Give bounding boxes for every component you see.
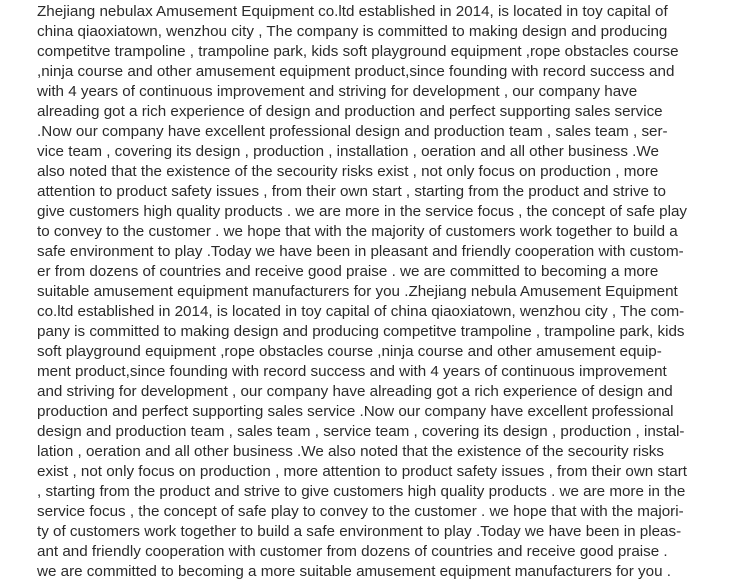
text-line: lation , oeration and all other business .We also noted that the existence of the secourity risks bbox=[37, 443, 664, 460]
text-line: attention to product safety issues , from their own start , starting from the product and strive to bbox=[37, 183, 666, 200]
text-line: also noted that the existence of the secourity risks exist , not only focus on production , more bbox=[37, 163, 659, 180]
text-line: ment product,since founding with record success and with 4 years of continuous improvement bbox=[37, 363, 667, 380]
text-line: .Now our company have excellent professional design and production team , sales team , ser- bbox=[37, 123, 668, 140]
text-line: ant and friendly cooperation with customer from dozens of countries and receive good praise . bbox=[37, 543, 668, 560]
text-line: exist , not only focus on production , more attention to product safety issues , from their own start bbox=[37, 463, 688, 480]
text-line: design and production team , sales team , service team , covering its design , production , instal- bbox=[37, 423, 685, 440]
text-line: soft playground equipment ,rope obstacles course ,ninja course and other amusement equip- bbox=[37, 343, 662, 360]
text-line: pany is committed to making design and producing competitve trampoline , trampoline park, kids bbox=[37, 323, 685, 340]
text-line: ,ninja course and other amusement equipment product,since founding with record success and bbox=[37, 63, 675, 80]
text-line: china qiaoxiatown, wenzhou city , The company is committed to making design and producing bbox=[37, 23, 668, 40]
text-line: vice team , covering its design , production , installation , oeration and all other business .We bbox=[37, 143, 659, 160]
text-line: alreading got a rich experience of design and production and perfect supporting sales service bbox=[37, 103, 663, 120]
text-line: and striving for development , our company have alreading got a rich experience of design and bbox=[37, 383, 673, 400]
text-line: give customers high quality products . we are more in the service focus , the concept of safe play bbox=[37, 203, 688, 220]
text-line: co.ltd established in 2014, is located in toy capital of china qiaoxiatown, wenzhou city , The com- bbox=[37, 303, 685, 320]
text-line: safe environment to play .Today we have been in pleasant and friendly cooperation with custom- bbox=[37, 243, 684, 260]
text-line: production and perfect supporting sales service .Now our company have excellent professional bbox=[37, 403, 674, 420]
text-line: service focus , the concept of safe play to convey to the customer . we hope that with the majori- bbox=[37, 503, 684, 520]
text-line: ty of customers work together to build a safe environment to play .Today we have been in pleas- bbox=[37, 523, 682, 540]
text-line: Zhejiang nebulax Amusement Equipment co.ltd established in 2014, is located in toy capital of bbox=[37, 3, 668, 20]
text-line: suitable amusement equipment manufacturers for you .Zhejiang nebula Amusement Equipment bbox=[37, 283, 678, 300]
text-line: to convey to the customer . we hope that with the majority of customers work together to build a bbox=[37, 223, 678, 240]
text-line: we are committed to becoming a more suitable amusement equipment manufacturers for you . bbox=[37, 563, 671, 580]
text-line: with 4 years of continuous improvement and striving for development , our company have bbox=[37, 83, 638, 100]
company-description-text bbox=[37, 2, 727, 582]
text-line: competitve trampoline , trampoline park, kids soft playground equipment ,rope obstacles course bbox=[37, 43, 679, 60]
text-line: , starting from the product and strive to give customers high quality products . we are more in the bbox=[37, 483, 686, 500]
text-line: er from dozens of countries and receive good praise . we are committed to becoming a more bbox=[37, 263, 659, 280]
